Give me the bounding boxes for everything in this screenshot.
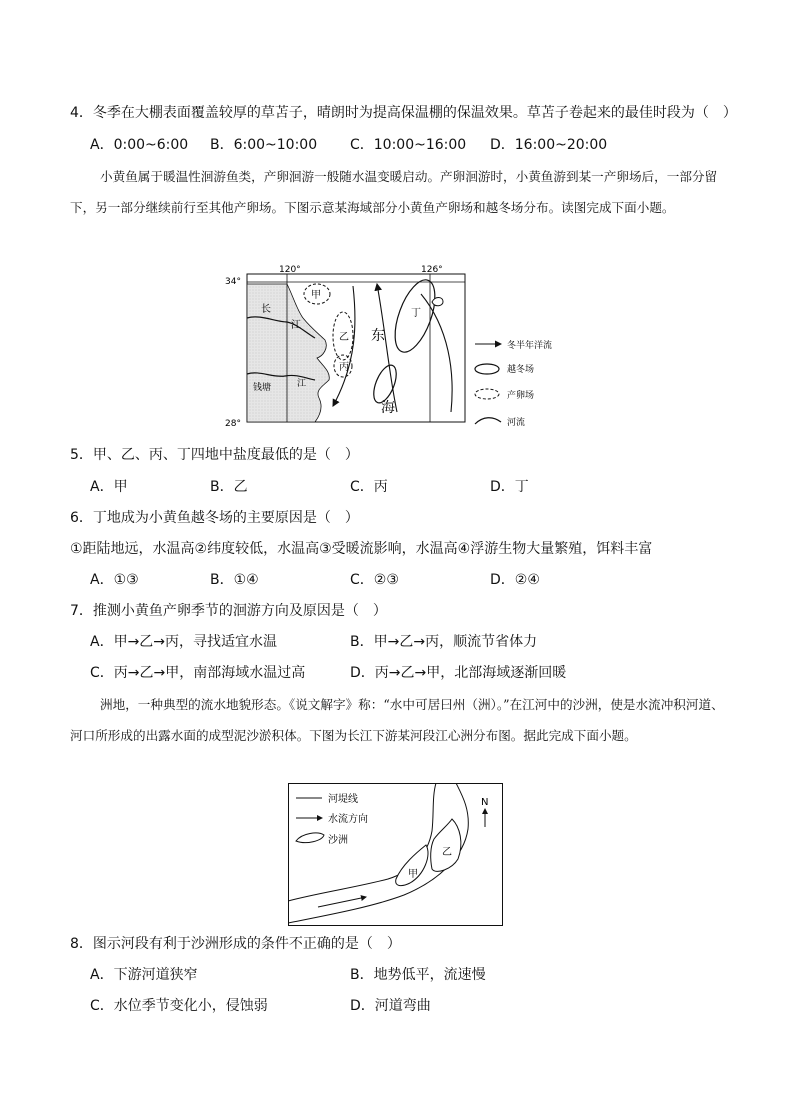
passage-2 (70, 689, 730, 751)
passage-1-text: 小黄鱼属于暖温性洄游鱼类，产卵洄游一般随水温变暖启动。产卵洄游时，小黄鱼游到某一产卵场后，一部分留下，另一部分继续前行至其他产卵场。下图示意某海域部分小黄鱼产卵场和越冬场分布。读图完成下面小题。 (70, 169, 718, 215)
q8-option-a: A．下游河道狭窄 (90, 967, 198, 983)
q7-stem: 7．推测小黄鱼产卵季节的洄游方向及原因是（ ） (70, 603, 387, 619)
q4-stem: 4．冬季在大棚表面覆盖较厚的草苫子，晴朗时为提高保温棚的保温效果。草苫子卷起来的最佳时段为（ ） (70, 105, 737, 121)
legend-dike: 河堤线 (328, 794, 358, 805)
lat-label-28: 28° (225, 419, 241, 429)
lon-label-126: 126° (421, 265, 443, 275)
legend-current: 冬半年洋流 (507, 341, 553, 351)
q6-reasons: ①距陆地远，水温高②纬度较低，水温高③受暖流影响，水温高④浮游生物大量繁殖，饵料丰富 (70, 541, 653, 557)
q7-option-d: D．丙→乙→甲，北部海域逐渐回暖 (350, 665, 567, 681)
q7-option-c: C．丙→乙→甲，南部海域水温过高 (90, 665, 306, 681)
label-jiang-1: 江 (291, 320, 301, 331)
north-label: N (481, 797, 489, 808)
q5-option-b: B．乙 (210, 479, 248, 495)
passage-2-text: 洲地，一种典型的流水地貌形态。《说文解字》称：“水中可居曰州（洲）。”在江河中的沙洲，使是水流冲积河道、河口所形成的出露水面的成型泥沙淤积体。下图为长江下游某河段江心洲分布图。据此完成下面小题。 (70, 697, 724, 743)
label-jia-sandbar: 甲 (408, 869, 418, 880)
label-jia: 甲 (311, 290, 321, 301)
river-sandbar-map (288, 783, 503, 926)
label-bing: 丙 (339, 362, 349, 373)
q6-option-a: A．①③ (90, 572, 139, 588)
q5-option-a: A．甲 (90, 479, 128, 495)
passage-1 (70, 161, 730, 223)
legend-sandbar: 沙洲 (328, 835, 348, 846)
q7-option-a: A．甲→乙→丙，寻找适宜水温 (90, 634, 278, 650)
q8-stem: 8．图示河段有利于沙洲形成的条件不正确的是（ ） (70, 936, 401, 952)
q5-option-c: C．丙 (350, 479, 388, 495)
lat-label-34: 34° (225, 277, 241, 287)
label-dong: 东 (371, 328, 385, 344)
legend-spawning-icon (475, 389, 499, 399)
q7-option-b: B．甲→乙→丙，顺流节省体力 (350, 634, 538, 650)
q4-option-c: C．10:00~16:00 (350, 137, 467, 153)
legend-river-icon (475, 418, 501, 424)
fish-migration-map (225, 262, 585, 432)
q5-option-d: D．丁 (490, 479, 529, 495)
legend-wintering-icon (475, 364, 499, 374)
label-qiantang: 钱塘 (253, 383, 272, 393)
legend-river: 河流 (507, 418, 526, 428)
label-jiang-2: 江 (297, 379, 307, 389)
q4-option-d: D．16:00~20:00 (490, 137, 608, 153)
q4-option-a: A．0:00~6:00 (90, 137, 189, 153)
legend-flow: 水流方向 (328, 814, 368, 825)
label-hai: 海 (381, 400, 395, 416)
q6-option-d: D．②④ (490, 572, 540, 588)
q8-option-c: C．水位季节变化小，侵蚀弱 (90, 998, 268, 1014)
label-yi-sandbar: 乙 (442, 847, 452, 858)
lon-label-120: 120° (279, 265, 301, 275)
legend-wintering: 越冬场 (507, 365, 535, 375)
q6-stem: 6．丁地成为小黄鱼越冬场的主要原因是（ ） (70, 510, 359, 526)
q8-option-d: D．河道弯曲 (350, 998, 431, 1014)
q8-option-b: B．地势低平，流速慢 (350, 967, 486, 983)
legend-spawning: 产卵场 (507, 391, 535, 401)
q6-option-c: C．②③ (350, 572, 399, 588)
q4-option-b: B．6:00~10:00 (210, 137, 318, 153)
q5-stem: 5．甲、乙、丙、丁四地中盐度最低的是（ ） (70, 447, 359, 463)
label-ding: 丁 (411, 308, 421, 319)
label-yi: 乙 (339, 332, 349, 343)
q6-option-b: B．①④ (210, 572, 259, 588)
label-chang: 长 (261, 304, 271, 315)
